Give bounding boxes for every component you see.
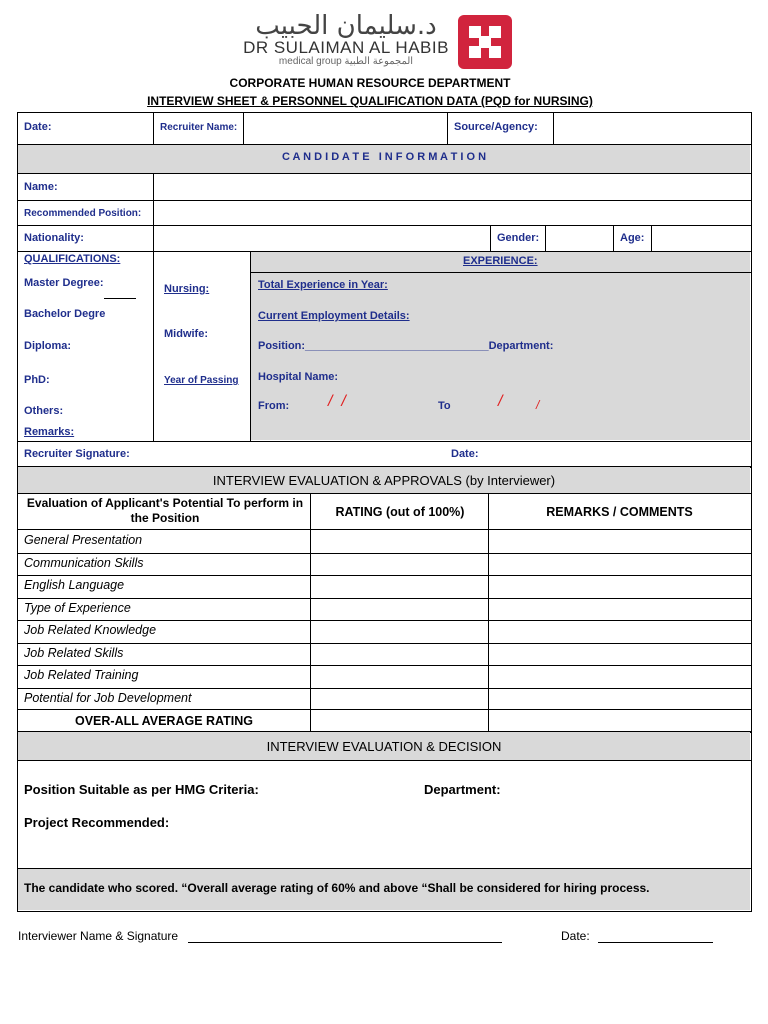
evaluation-row [18,620,750,643]
recruiter-signature-label: Recruiter Signature: [24,448,130,460]
evaluation-row [18,530,750,553]
gender-field[interactable] [546,226,612,250]
rating-cell[interactable] [311,620,487,643]
master-degree-label: Master Degree: [24,277,104,289]
bachelor-degree-label: Bachelor Degre [24,308,106,320]
evaluation-row [18,575,750,598]
project-recommended-label: Project Recommended: [24,815,170,830]
hospital-name-label: Hospital Name: [258,371,339,383]
remarks-cell[interactable] [489,643,749,666]
rating-cell[interactable] [311,530,487,553]
remarks-column-header: REMARKS / COMMENTS [546,505,693,519]
candidate-section-title: C A N D I D A T E I N F O R M A T I O N [281,151,487,163]
hospital-logo-icon [458,15,512,69]
from-date-mark: / / [328,393,346,410]
recommended-position-label: Recommended Position: [24,208,142,219]
rating-cell[interactable] [311,665,487,688]
rating-cell[interactable] [311,553,487,576]
arabic-brand-name: د.سليمان الحبيب [255,11,437,41]
nursing-label: Nursing: [164,283,210,295]
rating-cell[interactable] [311,688,487,711]
remarks-cell[interactable] [489,553,749,576]
rating-cell[interactable] [311,598,487,621]
current-employment-label: Current Employment Details: [258,310,410,322]
gender-label: Gender: [497,232,540,244]
others-label: Others: [24,405,64,417]
to-date-mark: / [498,393,503,410]
remarks-cell[interactable] [489,620,749,643]
to-date-mark-2: / [536,398,540,412]
remarks-label: Remarks: [24,426,75,438]
criteria-label: Potential for Job Development [24,690,192,705]
source-agency-field[interactable] [554,113,749,143]
criteria-label: Job Related Training [24,668,139,682]
total-experience-label: Total Experience in Year: [258,279,388,291]
evaluation-row [18,598,750,621]
remarks-cell[interactable] [489,575,749,598]
criteria-label: General Presentation [24,533,143,547]
rating-cell[interactable] [311,643,487,666]
year-of-passing-label: Year of Passing [164,375,239,386]
signature-date-label: Date: [451,448,479,460]
decision-department-label: Department: [424,782,501,797]
overall-average-rating-label: OVER-ALL AVERAGE RATING [74,714,253,728]
remarks-cell[interactable] [489,688,749,711]
decision-title: INTERVIEW EVALUATION & DECISION [266,739,502,754]
footer-date-label: Date: [561,929,590,943]
midwife-label: Midwife: [164,328,208,340]
evaluation-row [18,553,750,576]
rating-column-header: RATING (out of 100%) [335,505,465,519]
nationality-field[interactable] [154,226,489,250]
to-label: To [438,400,451,412]
date-label: Date: [24,121,52,133]
age-field[interactable] [652,226,749,250]
phd-label: PhD: [24,374,50,386]
department-heading: CORPORATE HUMAN RESOURCE DEPARTMENT [229,76,511,90]
evaluation-row [18,688,750,711]
qualifications-title: QUALIFICATIONS: [24,253,121,265]
name-field[interactable] [154,174,749,200]
hiring-criteria-note: The candidate who scored. “Overall average rating of 60% and above “Shall be considered for hiring process. [24,881,650,895]
criteria-label: English Language [24,578,125,592]
recruiter-name-label: Recruiter Name: [160,122,238,133]
interviewer-signature-label: Interviewer Name & Signature [18,929,179,943]
rating-cell[interactable] [311,575,487,598]
interviewer-signature-field[interactable] [188,928,502,943]
brand-subtitle: medical group المجموعة الطبية [278,56,414,67]
remarks-cell[interactable] [489,530,749,553]
experience-title: EXPERIENCE: [463,255,538,267]
criteria-label: Type of Experience [24,600,131,615]
age-label: Age: [620,232,645,244]
footer-date-field[interactable] [598,928,713,943]
form-title: INTERVIEW SHEET & PERSONNEL QUALIFICATION DATA (PQD for NURSING) [147,94,593,108]
criteria-label: Job Related Knowledge [24,623,157,637]
remarks-cell[interactable] [489,598,749,621]
position-suitable-label: Position Suitable as per HMG Criteria: [24,782,259,797]
criteria-label: Job Related Skills [24,645,124,660]
diploma-label: Diploma: [24,340,72,352]
evaluation-row [18,643,750,666]
nationality-label: Nationality: [24,232,84,244]
source-agency-label: Source/Agency: [454,121,538,133]
position-department-label: Position:______________________________Department: [258,340,554,352]
from-label: From: [258,400,290,412]
evaluation-row [18,665,750,688]
brand-name: DR SULAIMAN AL HABIB [243,38,449,57]
recommended-position-field[interactable] [154,201,749,225]
remarks-cell[interactable] [489,665,749,688]
criteria-column-header: Evaluation of Applicant's Potential To perform in the Position [26,496,304,525]
recruiter-name-field[interactable] [244,113,446,143]
criteria-label: Communication Skills [24,555,144,570]
evaluation-title: INTERVIEW EVALUATION & APPROVALS (by Interviewer) [212,473,556,488]
name-label: Name: [24,181,58,193]
